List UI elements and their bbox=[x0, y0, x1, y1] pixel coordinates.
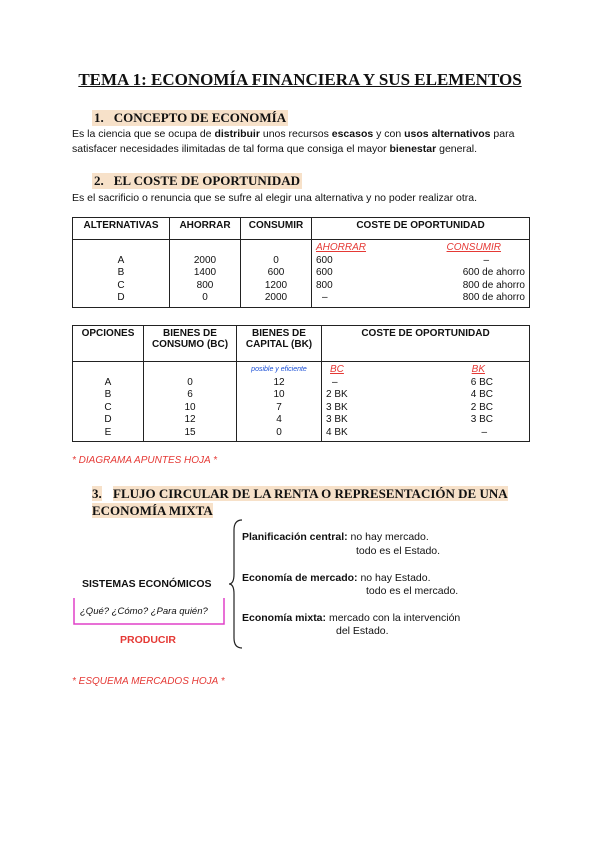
sub-ahorrar: AHORRAR bbox=[316, 242, 367, 253]
system-name: Economía mixta: bbox=[242, 612, 327, 624]
cell: 600 bbox=[267, 267, 285, 278]
annotation-posible: posible y eficiente bbox=[251, 366, 307, 373]
section2-paragraph: Es el sacrificio o renuncia que se sufre al elegir una alternativa y no poder realizar otra. bbox=[72, 192, 478, 204]
cell: 6 bbox=[187, 389, 193, 400]
cell: B bbox=[104, 389, 112, 400]
sub-bc: BC bbox=[330, 364, 344, 375]
section1-paragraph bbox=[72, 127, 532, 157]
cell: 800 bbox=[196, 279, 214, 291]
note-diagrama: * DIAGRAMA APUNTES HOJA * bbox=[72, 455, 218, 466]
cell: – bbox=[322, 292, 328, 303]
system-name: Economía de mercado: bbox=[242, 572, 358, 584]
cell: 600 bbox=[316, 267, 333, 278]
text-bold: usos alternativos bbox=[404, 128, 491, 140]
cell: E bbox=[104, 426, 112, 438]
th-consumir: CONSUMIR bbox=[241, 218, 312, 240]
system-desc-2: del Estado. bbox=[336, 625, 389, 637]
cell: 15 bbox=[184, 426, 196, 438]
cell: 1200 bbox=[264, 279, 288, 291]
cell: C bbox=[117, 279, 125, 291]
col-bk bbox=[237, 362, 322, 442]
th-coste-2: COSTE DE OPORTUNIDAD bbox=[322, 326, 530, 362]
cell: 12 bbox=[273, 376, 285, 388]
th-coste: COSTE DE OPORTUNIDAD bbox=[312, 218, 530, 240]
cell: 3 BK bbox=[326, 414, 348, 425]
section1-title: CONCEPTO DE ECONOMÍA bbox=[113, 110, 287, 125]
cell: 800 de ahorro bbox=[462, 292, 525, 303]
system-desc: no hay mercado. bbox=[350, 531, 429, 543]
system-desc: no hay Estado. bbox=[360, 572, 431, 584]
cell: 7 bbox=[276, 401, 282, 413]
system-mixta bbox=[242, 612, 460, 624]
cell: 4 BK bbox=[326, 426, 348, 438]
text-bold: distribuir bbox=[214, 128, 260, 140]
cell: 0 bbox=[276, 426, 282, 438]
cell: 4 BC bbox=[470, 389, 493, 400]
th-ahorrar: AHORRAR bbox=[170, 218, 241, 240]
col-bc bbox=[144, 362, 237, 442]
cell: C bbox=[104, 401, 112, 413]
col-coste bbox=[312, 240, 530, 308]
system-desc: mercado con la intervención bbox=[328, 612, 461, 624]
sub-bk: BK bbox=[471, 364, 485, 375]
text-run: Es la ciencia que se ocupa de bbox=[72, 128, 215, 140]
cell: 0 bbox=[187, 376, 193, 388]
system-name: Planificación central: bbox=[242, 531, 348, 543]
cell: 4 bbox=[276, 414, 282, 425]
cell: 3 BC bbox=[470, 414, 493, 425]
section3-heading bbox=[92, 485, 532, 519]
section2-title: EL COSTE DE OPORTUNIDAD bbox=[113, 173, 301, 188]
text-run: y con bbox=[373, 128, 405, 140]
col-ahorrar bbox=[170, 240, 241, 308]
cell: 600 bbox=[316, 254, 333, 266]
section1-heading bbox=[92, 110, 288, 126]
cell: 2 BC bbox=[470, 401, 493, 413]
opportunity-cost-table-1 bbox=[72, 217, 530, 308]
system-desc-2: todo es el mercado. bbox=[366, 585, 459, 597]
system-planificacion bbox=[242, 531, 429, 543]
questions-text: ¿Qué? ¿Cómo? ¿Para quién? bbox=[80, 606, 208, 617]
cell: A bbox=[104, 376, 112, 388]
text-bold: bienestar bbox=[389, 143, 437, 155]
th-alternativas: ALTERNATIVAS bbox=[73, 218, 170, 240]
th-bienes-capital: BIENES DE CAPITAL (BK) bbox=[237, 326, 322, 362]
opportunity-cost-table-2 bbox=[72, 325, 530, 442]
col-coste-2 bbox=[322, 362, 530, 442]
th-opciones: OPCIONES bbox=[73, 326, 144, 362]
cell: – bbox=[481, 426, 487, 438]
cell: 12 bbox=[184, 414, 196, 425]
section3-title: FLUJO CIRCULAR DE LA RENTA O REPRESENTACIÓN DE UNA ECONOMÍA MIXTA bbox=[92, 486, 508, 518]
cell: D bbox=[104, 414, 112, 425]
section3-number: 3. bbox=[92, 486, 102, 501]
cell: 2000 bbox=[193, 254, 217, 266]
cell: – bbox=[483, 254, 489, 266]
cell: 2 BK bbox=[326, 389, 348, 400]
page-title: TEMA 1: ECONOMÍA FINANCIERA Y SUS ELEMENTOS bbox=[78, 70, 522, 89]
cell: D bbox=[117, 292, 125, 303]
sistemas-label: SISTEMAS ECONÓMICOS bbox=[82, 578, 212, 590]
cell: 6 BC bbox=[470, 376, 493, 388]
cell: A bbox=[117, 254, 125, 266]
text-run: para satisfacer necesidades ilimitadas de tal forma que consiga el mayor bbox=[72, 128, 515, 155]
cell: 0 bbox=[202, 292, 208, 303]
cell: 10 bbox=[184, 401, 196, 413]
cell: 600 de ahorro bbox=[462, 267, 525, 278]
cell: 800 de ahorro bbox=[462, 279, 525, 291]
th-bienes-consumo: BIENES DE CONSUMO (BC) bbox=[144, 326, 237, 362]
cell: 10 bbox=[273, 389, 285, 400]
sub-consumir: CONSUMIR bbox=[446, 242, 501, 253]
cell: B bbox=[117, 267, 125, 278]
section2-number: 2. bbox=[94, 173, 104, 188]
text-run: unos recursos bbox=[259, 128, 332, 140]
cell: 0 bbox=[273, 254, 279, 266]
section1-number: 1. bbox=[94, 110, 104, 125]
cell: 2000 bbox=[264, 292, 288, 303]
system-desc-2: todo es el Estado. bbox=[356, 545, 441, 557]
col-alternativas bbox=[73, 240, 170, 308]
col-consumir bbox=[241, 240, 312, 308]
producir-label: PRODUCIR bbox=[120, 634, 177, 646]
cell: 800 bbox=[316, 279, 333, 291]
text-bold: escasos bbox=[331, 128, 374, 140]
system-mercado bbox=[242, 572, 431, 584]
note-esquema: * ESQUEMA MERCADOS HOJA * bbox=[72, 676, 225, 687]
section2-heading bbox=[92, 173, 302, 189]
cell: 1400 bbox=[193, 267, 217, 278]
cell: – bbox=[332, 376, 338, 388]
text-run: general. bbox=[436, 143, 478, 155]
col-opciones bbox=[73, 362, 144, 442]
cell: 3 BK bbox=[326, 401, 348, 413]
